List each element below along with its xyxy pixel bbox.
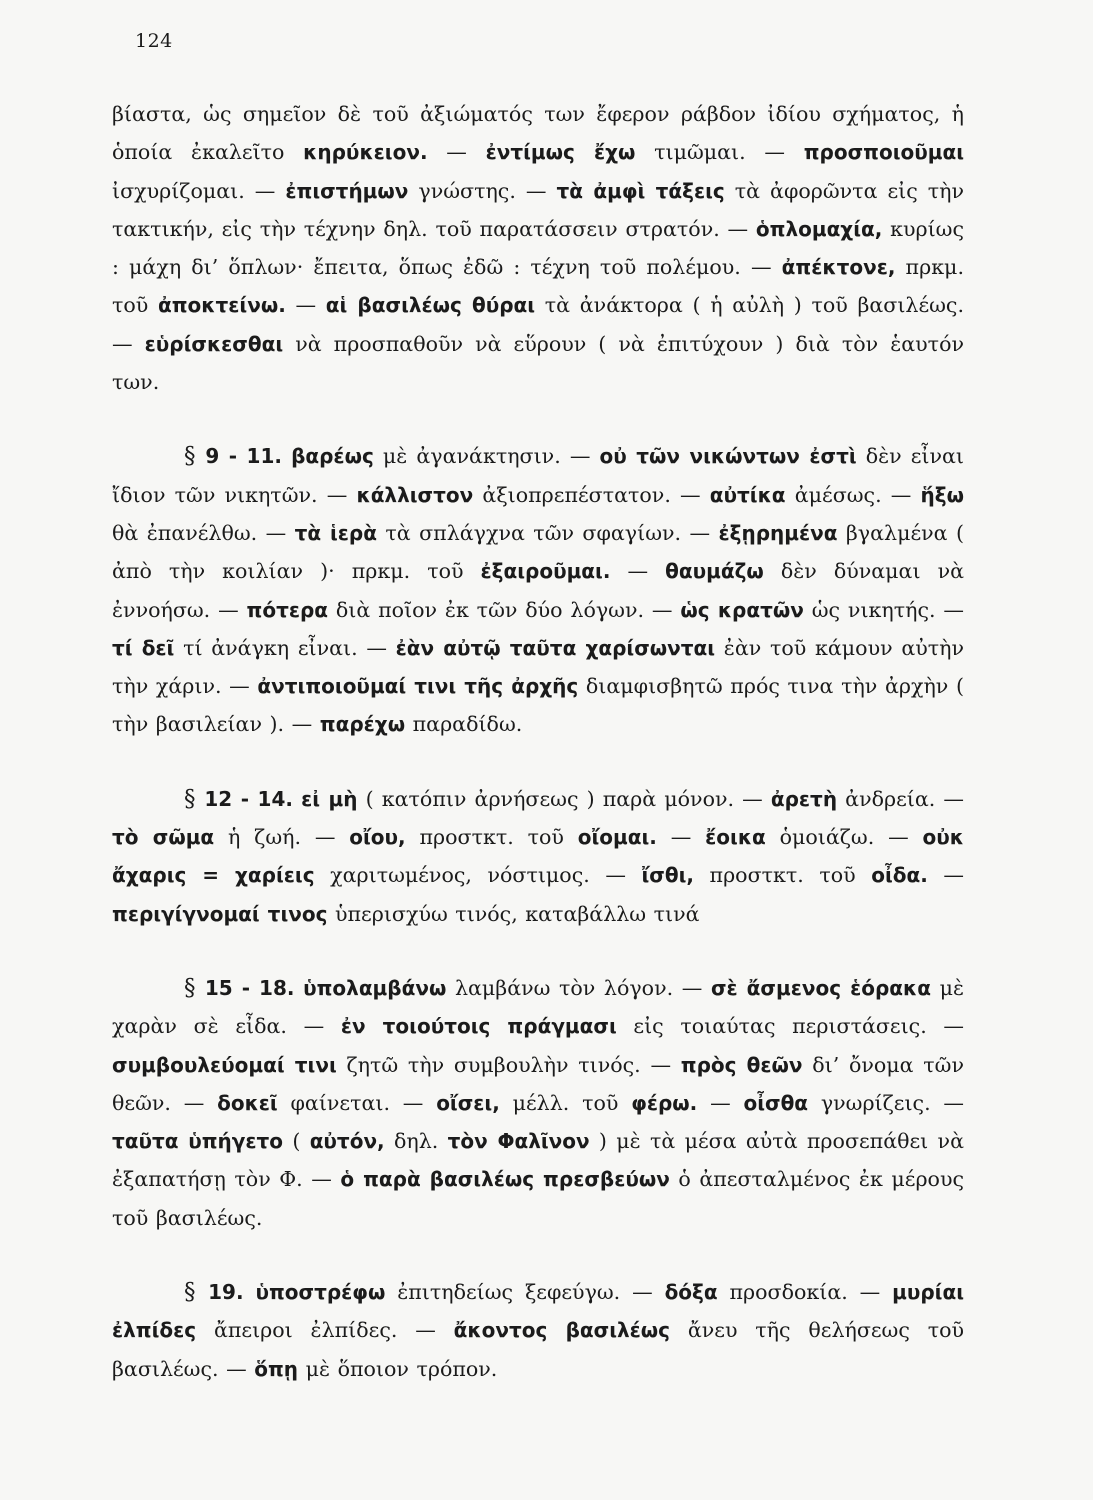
gloss-text: ζητῶ τὴν συμβουλὴν τινός. — (336, 1052, 681, 1077)
lemma-term: ὅπῃ (254, 1356, 299, 1381)
section-sign: § (184, 974, 205, 1001)
paragraph-section-15-18 (112, 969, 964, 1237)
lemma-term: τὸν Φαλῖνον (447, 1129, 590, 1154)
gloss-text: παραδίδω. (405, 712, 523, 737)
gloss-text: δηλ. (384, 1129, 448, 1154)
gloss-text: προστκτ. τοῦ (405, 825, 578, 850)
lemma-term: ἐξῃρημένα (718, 520, 838, 545)
lemma-term: οἴσει, (436, 1090, 500, 1115)
gloss-text: τιμῶμαι. — (635, 140, 804, 165)
lemma-term: αἱ βασιλέως θύραι (325, 293, 536, 318)
lemma-term: προσποιοῦμαι (803, 140, 965, 165)
gloss-text: γνωρίζεις. — (808, 1090, 964, 1115)
gloss-text: ὁμοιάζω. — (765, 825, 923, 850)
section-sign: § (184, 1279, 209, 1306)
page-number: 124 (135, 30, 173, 52)
lemma-term: δοκεῖ (217, 1090, 278, 1115)
gloss-text: προστκτ. τοῦ (693, 863, 872, 888)
gloss-text: τί ἀνάγκη εἶναι. — (174, 635, 396, 660)
section-number: 9 - 11. (205, 444, 282, 469)
lemma-term: οἴου, (349, 825, 406, 850)
section-number: 19. (208, 1280, 244, 1305)
glossary-text (112, 95, 964, 1388)
lemma-term: ὁ παρὰ βασιλέως πρεσβεύων (340, 1167, 670, 1192)
lemma-term: ταῦτα ὑπήγετο (112, 1129, 284, 1154)
gloss-text: λαμβάνω τὸν λόγον. — (446, 975, 711, 1000)
gloss-text: δὲν δύναμαι νὰ ἐννοήσω. — (112, 559, 964, 622)
gloss-text: μὲ ὅποιον τρόπον. (298, 1356, 498, 1381)
lemma-term: ὡς κρατῶν (680, 597, 804, 622)
lemma-term: βαρέως (291, 444, 374, 469)
gloss-text: κυρίως : μάχη δι’ ὅπλων· ἔπειτα, ὅπως ἐδῶ : τέχνη τοῦ πολέμου. — (112, 216, 965, 280)
gloss-text: — (656, 825, 706, 850)
lemma-term: οὐκ ἄχαρις = χαρίεις (112, 825, 964, 888)
section-number: 15 - 18. (204, 975, 295, 1000)
gloss-text: μὲ χαρὰν σὲ εἶδα. — (112, 975, 965, 1039)
gloss-text: ἄπειροι ἐλπίδες. — (196, 1318, 454, 1343)
lemma-term: τὰ ἀμφὶ τάξεις (556, 178, 725, 203)
gloss-text: ἄνευ τῆς θελήσεως τοῦ βασιλέως. — (112, 1318, 965, 1381)
gloss-text (244, 1280, 256, 1304)
gloss-text (282, 444, 291, 468)
lemma-term: ἥξω (920, 482, 964, 507)
lemma-term: αὐτόν, (309, 1129, 385, 1154)
lemma-term: ἀπέκτονε, (781, 255, 896, 280)
gloss-text: τὰ ἀφορῶντα εἰς τὴν τακτικήν, εἰς τὴν τέχνην δηλ. τοῦ παρατάσσειν στρατόν. — (112, 178, 964, 241)
gloss-text: διὰ ποῖον ἐκ τῶν δύο λόγων. — (328, 597, 681, 622)
lemma-term: εἰ μὴ (301, 786, 358, 811)
lemma-term: δόξα (664, 1280, 718, 1305)
lemma-term: ἔοικα (705, 825, 766, 850)
lemma-term: περιγίγνομαί τινος (112, 901, 328, 926)
lemma-term: κηρύκειον. (303, 140, 428, 165)
gloss-text: γνώστης. — (408, 178, 557, 203)
lemma-term: τὰ ἱερὰ (294, 520, 377, 545)
lemma-term: παρέχω (319, 712, 406, 737)
gloss-text: εἰς τοιαύτας περιστάσεις. — (616, 1014, 965, 1039)
paragraph-section-19 (112, 1273, 964, 1388)
gloss-text: ἐὰν τοῦ κάμουν αὐτὴν τὴν χάριν. — (112, 635, 965, 699)
lemma-term: μυρίαι ἐλπίδες (112, 1280, 964, 1343)
gloss-text: ( κατόπιν ἀρνήσεως ) παρὰ μόνον. — (357, 786, 771, 811)
paragraph-section-12-14 (112, 780, 964, 933)
gloss-text: μέλλ. τοῦ (499, 1090, 632, 1115)
lemma-term: εὑρίσκεσθαι (144, 331, 284, 356)
paragraph-section-9-11 (112, 437, 964, 743)
gloss-text: — (697, 1090, 744, 1115)
lemma-term: οἶδα. (871, 863, 928, 888)
gloss-text: βίαστα, ὡς σημεῖον δὲ τοῦ ἀξιώματός των ἔφερον ράβδον ἰδίου σχήματος, ἡ ὁποία ἐκαλεῖτο (112, 102, 964, 165)
gloss-text: προσδοκία. — (717, 1280, 893, 1305)
gloss-text: — (927, 863, 965, 888)
lemma-term: ἄκοντος βασιλέως (453, 1318, 671, 1343)
gloss-text: ὁ ἀπεσταλμένος ἐκ μέρους τοῦ βασιλέως. (112, 1167, 964, 1230)
section-sign: § (184, 785, 205, 812)
gloss-text: νὰ προσπαθοῦν νὰ εὕρουν ( νὰ ἐπιτύχουν ) διὰ τὸν ἑαυτόν των. (112, 331, 964, 395)
gloss-text: ὡς νικητής. — (803, 597, 964, 622)
paragraph-continuation (112, 95, 964, 401)
gloss-text: — (610, 559, 666, 584)
gloss-text: δὲν εἶναι ἴδιον τῶν νικητῶν. — (112, 444, 965, 507)
lemma-term: φέρω. (631, 1090, 698, 1115)
lemma-term: συμβουλεύομαί τινι (112, 1052, 337, 1077)
gloss-text: ( (283, 1129, 310, 1154)
gloss-text: δι’ ὄνομα τῶν θεῶν. — (112, 1052, 964, 1115)
gloss-text: — (285, 293, 326, 318)
lemma-term: κάλλιστον (356, 482, 474, 507)
lemma-term: τὸ σῶμα (112, 825, 215, 850)
gloss-text: τὰ σπλάγχνα τῶν σφαγίων. — (376, 520, 719, 545)
gloss-text: ἰσχυρίζομαι. — (112, 178, 286, 203)
gloss-text: χαριτωμένος, νόστιμος. — (314, 863, 642, 888)
lemma-term: ἀρετὴ (770, 786, 838, 811)
lemma-term: τί δεῖ (112, 635, 175, 660)
gloss-text: τὰ ἀνάκτορα ( ἡ αὐλὴ ) τοῦ βασιλέως. — (112, 293, 964, 356)
gloss-text: πρκμ. τοῦ (112, 255, 964, 318)
lemma-term: ἴσθι, (641, 863, 694, 888)
lemma-term: ἐὰν αὐτῷ ταῦτα χαρίσωνται (395, 635, 716, 660)
gloss-text: ἀνδρεία. — (837, 786, 964, 811)
gloss-text: ἐπιτηδείως ξεφεύγω. — (385, 1280, 665, 1305)
lemma-term: θαυμάζω (665, 559, 764, 584)
lemma-term: ἐντίμως ἔχω (485, 140, 636, 165)
gloss-text: — (427, 140, 486, 165)
gloss-text: ἀξιοπρεπέστατον. — (473, 482, 710, 507)
gloss-text: ) μὲ τὰ μέσα αὐτὰ προσεπάθει νὰ ἐξαπατήσῃ τὸν Φ. — (112, 1129, 964, 1192)
gloss-text: διαμφισβητῶ πρός τινα τὴν ἀρχὴν ( τὴν βασιλείαν ). — (112, 674, 964, 737)
lemma-term: αὐτίκα (709, 482, 786, 507)
lemma-term: οἴομαι. (577, 825, 657, 850)
gloss-text: ὑπερισχύω τινός, καταβάλλω τινά (327, 901, 700, 926)
lemma-term: ὁπλομαχία, (755, 216, 883, 241)
gloss-text (294, 976, 303, 1000)
lemma-term: ἐπιστήμων (285, 178, 409, 203)
lemma-term: ὑπολαμβάνω (303, 975, 447, 1000)
lemma-term: ἀντιποιοῦμαί τινι τῆς ἀρχῆς (257, 674, 579, 699)
lemma-term: οὐ τῶν νικώντων ἐστὶ (599, 444, 857, 469)
gloss-text (293, 787, 301, 811)
gloss-text: ἡ ζωή. — (214, 825, 350, 850)
lemma-term: πρὸς θεῶν (680, 1052, 803, 1077)
gloss-text: ἀμέσως. — (785, 482, 921, 507)
gloss-text: θὰ ἐπανέλθω. — (112, 520, 295, 545)
lemma-term: πότερα (246, 597, 329, 622)
lemma-term: ἐν τοιούτοις πράγμασι (340, 1014, 617, 1039)
gloss-text: φαίνεται. — (277, 1090, 437, 1115)
lemma-term: ἀποκτείνω. (158, 293, 286, 318)
lemma-term: σὲ ἄσμενος ἑόρακα (710, 975, 931, 1000)
gloss-text: μὲ ἀγανάκτησιν. — (373, 444, 600, 469)
gloss-text: βγαλμένα ( ἀπὸ τὴν κοιλίαν )· πρκμ. τοῦ (112, 520, 964, 584)
section-sign: § (184, 443, 206, 470)
section-number: 12 - 14. (204, 786, 293, 811)
lemma-term: ἐξαιροῦμαι. (480, 559, 611, 584)
lemma-term: οἶσθα (743, 1090, 809, 1115)
lemma-term: ὑποστρέφω (255, 1280, 386, 1305)
